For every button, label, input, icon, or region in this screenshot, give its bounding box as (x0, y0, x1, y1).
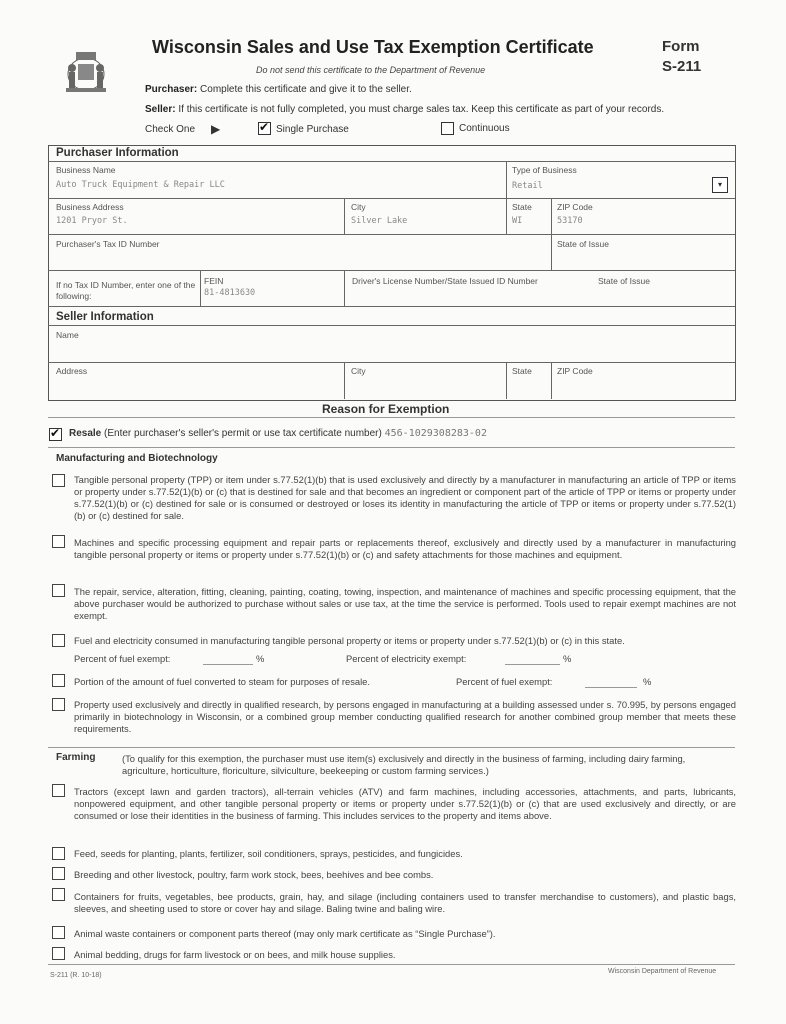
farming-intro: (To qualify for this exemption, the purchaser must use item(s) exclusively and directly in the business of farming, including dairy farming, agriculture, horticulture, floriculture, silviculture, beekeeping or custom farming services.) (122, 753, 686, 776)
continuous-checkbox[interactable] (441, 122, 454, 135)
farm-feed-checkbox[interactable] (52, 847, 65, 860)
drivers-license-label: Driver's License Number/State Issued ID Number (352, 276, 538, 286)
resale-number-input[interactable]: 456-1029308283-02 (384, 428, 487, 439)
footer-department: Wisconsin Department of Revenue (608, 968, 717, 975)
mfg-tpp-text: Tangible personal property (TPP) or item under s.77.52(1)(b) that is used exclusively and directly by a manufacturer in manufacturing an article of TPP or items or property under s.77.52(1)(b) or (c) that is destined for sale and that becomes an ingredient or component part of the article of TPP or items or property under s.77.52(1)(b) or (c) destined for sale or is consumed or destroyed or loses its identity in manufacturing the article of TPP or items or property under s.77.52(1)(b) or (c) destined for sale. (74, 474, 736, 521)
form-number: S-211 (662, 58, 702, 75)
zip-input[interactable]: 53170 (557, 216, 583, 226)
farm-bedding-checkbox[interactable] (52, 947, 65, 960)
farm-waste-checkbox[interactable] (52, 926, 65, 939)
state-of-issue-label-2: State of Issue (598, 276, 650, 286)
state-label: State (512, 202, 532, 212)
state-of-issue-label: State of Issue (557, 239, 609, 249)
farm-livestock-checkbox[interactable] (52, 867, 65, 880)
form-number-block (662, 37, 701, 77)
purchaser-instruction-text: Complete this certificate and give it to the seller. (200, 84, 412, 95)
continuous-label: Continuous (459, 123, 510, 134)
seller-address-label: Address (56, 366, 88, 376)
manufacturing-heading: Manufacturing and Biotechnology (56, 453, 218, 464)
subtitle: Do not send this certificate to the Department of Revenue (256, 65, 486, 75)
reason-heading: Reason for Exemption (322, 402, 450, 416)
mfg-steam-text: Portion of the amount of fuel converted to steam for purposes of resale. (74, 676, 370, 687)
zip-label: ZIP Code (557, 202, 593, 212)
seller-zip-label: ZIP Code (557, 366, 593, 376)
tax-id-label: Purchaser's Tax ID Number (56, 239, 160, 249)
steam-percent-sign: % (643, 676, 652, 687)
mfg-fuel-text: Fuel and electricity consumed in manufacturing tangible personal property or items or property under s.77.52(1)(b) or (c) in this state. (74, 635, 625, 646)
electricity-percent-label: Percent of electricity exempt: (346, 653, 467, 664)
steam-percent-input[interactable] (585, 687, 637, 688)
mfg-fuel-checkbox[interactable] (52, 634, 65, 647)
farm-tractors-checkbox[interactable] (52, 784, 65, 797)
business-address-input[interactable]: 1201 Pryor St. (56, 216, 128, 226)
resale-checkbox[interactable] (49, 428, 62, 441)
fuel-percent-label: Percent of fuel exempt: (74, 653, 171, 664)
mfg-research-checkbox[interactable] (52, 698, 65, 711)
arrow-right-icon: ▶ (211, 122, 221, 136)
mfg-research-text: Property used exclusively and directly in qualified research, by persons engaged in manufacturing at a building assessed under s. 70.995, by persons engaged primarily in biotechnology in Wisconsin, or a combined group member conducting qualified research for another combined group member that meets these requirements. (74, 699, 736, 734)
page-title: Wisconsin Sales and Use Tax Exemption Certificate (152, 37, 594, 57)
no-tax-id-label: If no Tax ID Number, enter one of the following: (56, 280, 196, 301)
state-input[interactable]: WI (512, 216, 523, 226)
resale-text: (Enter purchaser's seller's permit or use tax certificate number) (104, 428, 382, 439)
seller-heading: Seller Information (56, 311, 154, 323)
mfg-machines-text: Machines and specific processing equipment and repair parts or replacements thereof, exclusively and directly used by a manufacturer in manufacturing tangible personal property or items or property under s.77.52(1)(b) or (c) and safety attachments for those machines and equipment. (74, 537, 736, 560)
farming-heading: Farming (56, 752, 96, 763)
mfg-tpp-checkbox[interactable] (52, 474, 65, 487)
fein-input[interactable]: 81-4813630 (204, 288, 256, 298)
business-address-label: Business Address (56, 202, 124, 212)
business-name-input[interactable]: Auto Truck Equipment & Repair LLC (56, 180, 225, 190)
farm-livestock-text: Breeding and other livestock, poultry, farm work stock, bees, beehives and bee combs. (74, 869, 434, 880)
city-label: City (351, 202, 366, 212)
steam-percent-label: Percent of fuel exempt: (456, 676, 553, 687)
single-purchase-checkbox[interactable] (258, 122, 271, 135)
single-purchase-label: Single Purchase (276, 124, 349, 135)
resale-label: Resale (69, 428, 102, 439)
farm-waste-text: Animal waste containers or component parts thereof (may only mark certificate as “Single Purchase”). (74, 928, 496, 939)
dropdown-arrow-icon[interactable]: ▾ (712, 177, 728, 193)
wisconsin-seal-icon (58, 46, 114, 96)
mfg-repair-text: The repair, service, alteration, fitting, cleaning, painting, coating, towing, inspection, and maintenance of machines and specific processing equipment, that the above purchaser would be authorized to purchase without sales or use tax, at the time the service is performed. Tools used to repair exempt machines are not exempt. (74, 586, 736, 621)
city-input[interactable]: Silver Lake (351, 216, 408, 226)
purchaser-heading: Purchaser Information (56, 147, 179, 159)
resale-row (69, 428, 487, 439)
type-of-business-label: Type of Business (512, 165, 577, 175)
farm-containers-checkbox[interactable] (52, 888, 65, 901)
fuel-percent-input[interactable] (203, 664, 253, 665)
fein-label: FEIN (204, 276, 224, 286)
farm-bedding-text: Animal bedding, drugs for farm livestock or on bees, and milk house supplies. (74, 949, 396, 960)
mfg-machines-checkbox[interactable] (52, 535, 65, 548)
mfg-repair-checkbox[interactable] (52, 584, 65, 597)
fuel-percent-sign: % (256, 653, 265, 664)
farm-feed-text: Feed, seeds for planting, plants, fertilizer, soil conditioners, sprays, pesticides, and fungicides. (74, 848, 463, 859)
business-name-label: Business Name (56, 165, 116, 175)
mfg-steam-checkbox[interactable] (52, 674, 65, 687)
seller-name-label: Name (56, 330, 79, 340)
seller-city-label: City (351, 366, 366, 376)
electricity-percent-input[interactable] (505, 664, 560, 665)
form-word: Form (662, 38, 700, 55)
farm-containers-text: Containers for fruits, vegetables, bee products, grain, hay, and silage (including containers used to transfer merchandise to customers), and plastic bags, sleeves, and sheeting used to store or cover hay and silage. Baling twine and baling wire. (74, 891, 736, 914)
farm-tractors-text: Tractors (except lawn and garden tractors), all-terrain vehicles (ATV) and farm machines, including accessories, attachments, and parts, lubricants, nonpowered equipment, and other tangible personal property or items or property under s.77.52(1)(b) or (c) that are used exclusively and directly, or are consumed or lose their identities in the business of farming. This includes services to the property and items above. (74, 786, 736, 821)
purchaser-instruction (145, 84, 412, 95)
purchaser-instruction-label: Purchaser: (145, 84, 198, 95)
seller-instruction-text: If this certificate is not fully completed, you must charge sales tax. Keep this certificate as part of your records. (178, 104, 665, 115)
electricity-percent-sign: % (563, 653, 572, 664)
footer-form-revision: S-211 (R. 10-18) (50, 972, 102, 979)
seller-instruction-label: Seller: (145, 104, 176, 115)
seller-state-label: State (512, 366, 532, 376)
check-one-label: Check One (145, 124, 196, 135)
type-of-business-select[interactable]: Retail (512, 181, 543, 191)
seller-instruction (145, 104, 664, 115)
